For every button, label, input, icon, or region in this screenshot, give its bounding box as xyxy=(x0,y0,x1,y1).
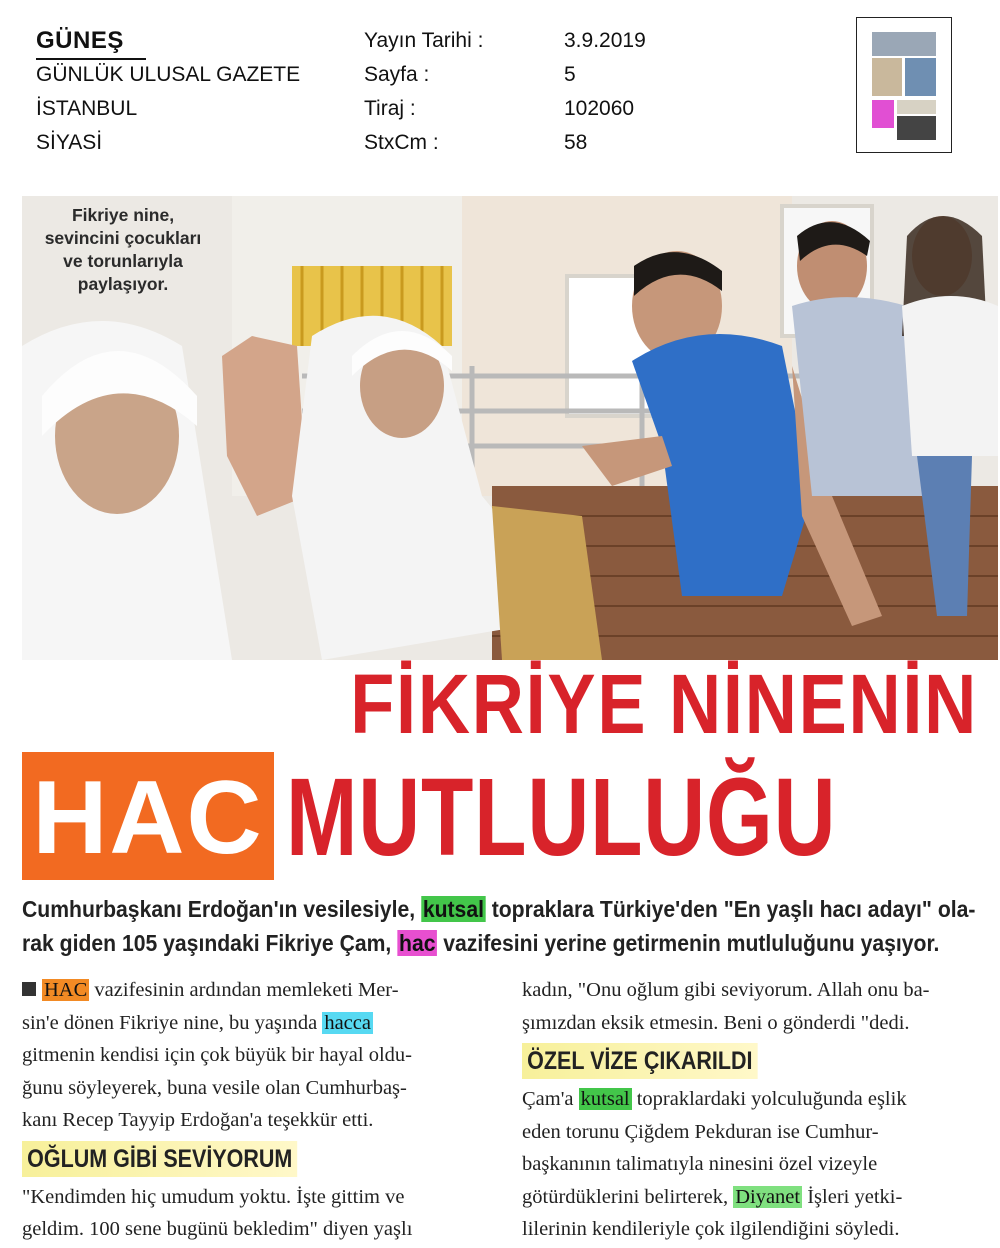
caption-line: paylaşıyor. xyxy=(77,274,169,294)
highlight-orange: HAC xyxy=(44,979,88,1001)
subheading: ÖZEL VİZE ÇIKARILDI xyxy=(522,1043,758,1079)
value-date: 3.9.2019 xyxy=(564,29,646,52)
body-line: şımızdan eksik etmesin. Beni o gönderdi "dedi. xyxy=(522,1011,910,1034)
article-right-column xyxy=(522,974,992,1246)
newspaper-name: GÜNEŞ xyxy=(36,24,366,58)
value-page: 5 xyxy=(564,63,576,86)
photo-caption xyxy=(38,204,208,296)
body-line: eden torunu Çiğdem Pekduran ise Cumhur- xyxy=(522,1120,879,1143)
highlight-pink: hac xyxy=(399,930,436,956)
spot-line: Cumhurbaşkanı Erdoğan'ın vesilesiyle, kutsal topraklara Türkiye'den "En yaşlı hacı adayı" ola- xyxy=(22,896,976,922)
highlight-light-green: Diyanet xyxy=(735,1185,801,1208)
caption-line: ve torunlarıyla xyxy=(63,251,183,271)
subheading: OĞLUM GİBİ SEVİYORUM xyxy=(22,1141,298,1177)
meta-labels xyxy=(364,24,554,160)
body-line: lilerinin kendileriyle çok ilgilendiğini söyledi. xyxy=(522,1218,900,1240)
meta-values xyxy=(564,24,694,160)
body-line: gitmenin kendisi için çok büyük bir hayal oldu- xyxy=(22,1044,413,1066)
body-line: HAC vazifesinin ardından memleketi Mer- xyxy=(22,974,492,1007)
caption-line: Fikriye nine, xyxy=(71,205,175,225)
highlight-cyan: hacca xyxy=(324,1011,371,1034)
headline-line-2: MUTLULUĞU xyxy=(286,756,837,879)
body-line: kadın, "Onu oğlum gibi seviyorum. Allah onu ba- xyxy=(522,979,930,1001)
body-line: götürdüklerini belirterek, Diyanet İşleri yetki- xyxy=(522,1185,903,1208)
label-date: Yayın Tarihi : xyxy=(364,29,484,52)
body-line: kanı Recep Tayyip Erdoğan'a teşekkür etti. xyxy=(22,1109,374,1131)
newspaper-category: SİYASİ xyxy=(36,131,103,154)
page-thumbnail xyxy=(856,17,952,153)
label-stxcm: StxCm : xyxy=(364,131,439,154)
body-line: ğunu söyleyerek, buna vesile olan Cumhurbaş- xyxy=(22,1076,407,1099)
highlight-green: kutsal xyxy=(580,1088,630,1110)
article-spot xyxy=(22,892,976,960)
body-line: başkanının talimatıyla ninesini özel vizeyle xyxy=(522,1153,878,1175)
paragraph-bullet-icon xyxy=(22,982,36,996)
spot-line: rak giden 105 yaşındaki Fikriye Çam, hac vazifesini yerine getirmenin mutluluğunu yaşıyor. xyxy=(22,930,940,956)
headline-line-1: FİKRİYE NİNENİN xyxy=(350,657,978,751)
newspaper-type: GÜNLÜK ULUSAL GAZETE xyxy=(36,63,301,86)
article-left-column xyxy=(22,974,492,1246)
headline-hac-box: HAC xyxy=(22,752,274,880)
body-line: geldim. 100 sene bugünü bekledim" diyen yaşlı xyxy=(22,1218,413,1240)
body-line: sin'e dönen Fikriye nine, bu yaşında hacca xyxy=(22,1011,371,1034)
label-page: Sayfa : xyxy=(364,63,430,86)
label-circulation: Tiraj : xyxy=(364,97,416,120)
body-line: Çam'a kutsal topraklardaki yolculuğunda eşlik xyxy=(522,1088,907,1110)
newspaper-city: İSTANBUL xyxy=(36,97,138,120)
publication-info xyxy=(36,24,366,160)
value-stxcm: 58 xyxy=(564,131,588,154)
value-circulation: 102060 xyxy=(564,97,635,120)
caption-line: sevincini çocukları xyxy=(44,228,202,248)
body-line: "Kendimden hiç umudum yoktu. İşte gittim ve xyxy=(22,1185,405,1208)
highlight-green: kutsal xyxy=(422,896,484,922)
